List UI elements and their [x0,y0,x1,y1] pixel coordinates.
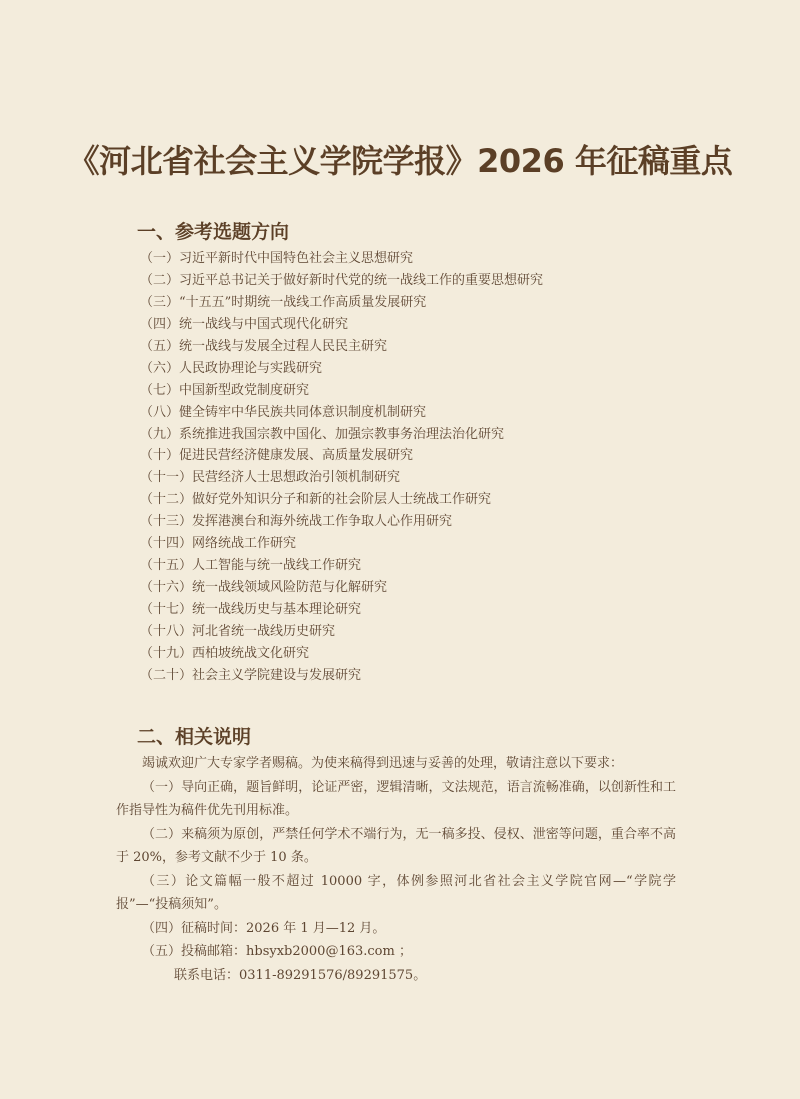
notes-body [116,752,676,987]
topic-item: （十）促进民营经济健康发展、高质量发展研究 [140,448,414,464]
notes-item-originality: （二）来稿须为原创，严禁任何学术不端行为，无一稿多投、侵权、泄密等问题，重合率不高于 20%，参考文献不少于 10 条。 [116,826,676,865]
topic-item: （四）统一战线与中国式现代化研究 [140,316,349,332]
topic-item: （十四）网络统战工作研究 [140,536,297,552]
section-heading-notes: 二、相关说明 [137,726,252,748]
topic-item: （八）健全铸牢中华民族共同体意识制度机制研究 [140,404,427,420]
topic-item: （一）习近平新时代中国特色社会主义思想研究 [140,251,414,266]
topic-item: （十八）河北省统一战线历史研究 [140,623,336,639]
topic-item: （五）统一战线与发展全过程人民民主研究 [140,338,388,354]
topic-item: （六）人民政协理论与实践研究 [140,360,323,376]
topic-item: （十五）人工智能与统一战线工作研究 [140,558,362,574]
topic-item: （十三）发挥港澳台和海外统战工作争取人心作用研究 [140,514,453,530]
topic-item: （十二）做好党外知识分子和新的社会阶层人士统战工作研究 [140,492,492,508]
topic-list [140,248,543,687]
topic-item: （十六）统一战线领域风险防范与化解研究 [140,580,388,596]
topic-item: （二十）社会主义学院建设与发展研究 [140,667,362,683]
notes-contact-phone: 联系电话：0311-89291576/89291575。 [174,967,427,983]
notes-intro: 竭诚欢迎广大专家学者赐稿。为使来稿得到迅速与妥善的处理，敬请注意以下要求： [142,756,624,771]
topic-item: （十七）统一战线历史与基本理论研究 [140,602,362,617]
notes-item-email: （五）投稿邮箱：hbsyxb2000@163.com ； [142,944,412,959]
topic-item: （十一）民营经济人士思想政治引领机制研究 [140,470,401,486]
topic-item: （三）“十五五”时期统一战线工作高质量发展研究 [140,294,427,310]
page-title: 《河北省社会主义学院学报》2026 年征稿重点 [67,142,733,180]
topic-item: （九）系统推进我国宗教中国化、加强宗教事务治理法治化研究 [140,426,505,442]
topic-item: （七）中国新型政党制度研究 [140,382,310,398]
notes-item-length: （三）论文篇幅一般不超过 10000 字，体例参照河北省社会主义学院官网—“学院学报”—“投稿须知”。 [116,873,676,912]
notes-item-orientation: （一）导向正确，题旨鲜明，论证严密，逻辑清晰，文法规范，语言流畅准确，以创新性和工作指导性为稿件优先刊用标准。 [116,779,676,818]
topic-item: （二）习近平总书记关于做好新时代党的统一战线工作的重要思想研究 [140,272,544,288]
topic-item: （十九）西柏坡统战文化研究 [140,645,310,661]
section-heading-topics: 一、参考选题方向 [137,221,290,243]
notes-item-period: （四）征稿时间：2026 年 1 月—12 月。 [142,920,386,936]
